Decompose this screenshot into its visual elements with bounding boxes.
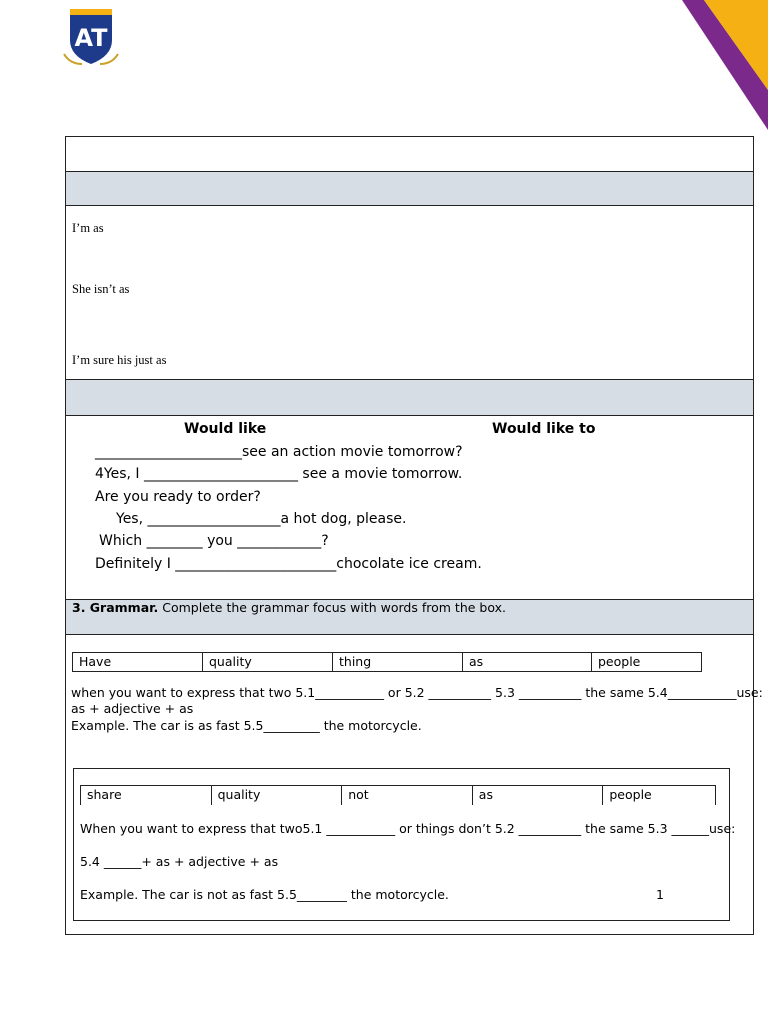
- word-cell: Have: [73, 653, 203, 671]
- word-cell: as: [473, 786, 604, 805]
- grammar-rule-line: When you want to express that two5.1 ___________ or things don’t 5.2 __________ the same 5.3 ______use:: [80, 821, 736, 836]
- svg-text:AT: AT: [74, 24, 108, 52]
- grammar-instruction: Complete the grammar focus with words from the box.: [158, 600, 506, 615]
- word-cell: quality: [212, 786, 343, 805]
- sentence-line: I’m as: [72, 221, 104, 235]
- exercise-line: 4Yes, I ______________________ see a movie tomorrow.: [95, 466, 463, 482]
- exercise-line: _____________________see an action movie tomorrow?: [95, 444, 463, 460]
- section-band: [66, 171, 753, 206]
- grammar-example-line: Example. The car is not as fast 5.5________ the motorcycle.: [80, 887, 449, 902]
- sentence-line: She isn’t as: [72, 282, 130, 296]
- exercise-line: Yes, ___________________a hot dog, please.: [116, 511, 407, 527]
- column-header: Would like to: [492, 421, 596, 437]
- word-box: [80, 785, 716, 805]
- word-box: [72, 652, 702, 672]
- word-cell: not: [342, 786, 473, 805]
- grammar-rule-line: when you want to express that two 5.1___________ or 5.2 __________ 5.3 __________ the same 5.4___________use:: [71, 685, 763, 700]
- word-cell: people: [609, 787, 652, 802]
- grammar-title: 3. Grammar.: [72, 600, 159, 615]
- exercise-line: Which ________ you ____________?: [99, 533, 329, 549]
- exercise-line: Definitely I _______________________chocolate ice cream.: [95, 556, 482, 572]
- word-cell: thing: [333, 653, 463, 671]
- exercise-line: Are you ready to order?: [95, 489, 261, 505]
- column-header: Would like: [184, 421, 267, 437]
- corner-decoration: [682, 0, 768, 130]
- word-cell: as: [463, 653, 592, 671]
- word-cell: share: [81, 786, 212, 805]
- sentence-line: I’m sure his just as: [72, 353, 167, 367]
- grammar-box-negative: [73, 768, 736, 921]
- worksheet-frame: [65, 136, 763, 935]
- grammar-rule-line: 5.4 ______+ as + adjective + as: [80, 854, 279, 869]
- grammar-example-line: Example. The car is as fast 5.5_________ the motorcycle.: [71, 718, 422, 733]
- word-cell: people: [598, 654, 641, 669]
- grammar-header: [66, 599, 753, 635]
- school-logo: [62, 6, 120, 68]
- section-band: [66, 379, 753, 416]
- page-number: 1: [656, 887, 664, 902]
- word-cell: quality: [203, 653, 333, 671]
- grammar-rule-line: as + adjective + as: [71, 701, 194, 716]
